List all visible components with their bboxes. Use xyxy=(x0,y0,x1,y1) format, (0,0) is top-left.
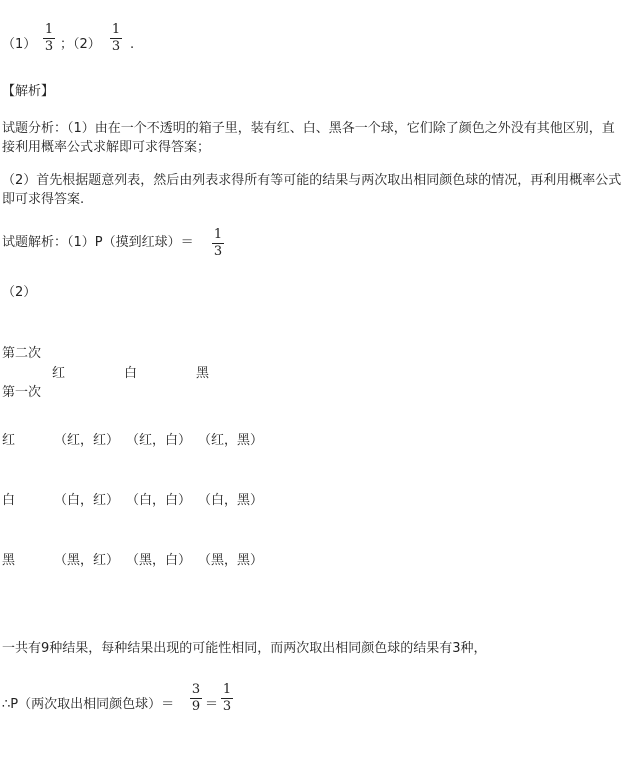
table-row-label: 白 xyxy=(2,493,16,508)
analysis-paragraph-1: 试题分析：（1）由在一个不透明的箱子里，装有红、白、黑各一个球，它们除了颜色之外没有其他区别，直接利用概率公式求解即可求得答案； xyxy=(2,121,615,155)
table-header-second-draw: 第二次 xyxy=(2,346,42,361)
table-row-label: 红 xyxy=(2,433,16,448)
table-cell: （红，红） xyxy=(54,433,120,448)
answer-separator: ；（2） xyxy=(60,37,101,52)
conclusion-fraction-1 xyxy=(189,683,203,714)
fraction-numerator: 1 xyxy=(44,22,54,37)
conclusion-fraction-2 xyxy=(220,683,234,714)
analysis-paragraph-2: （2）首先根据题意列表，然后由列表求得所有等可能的结果与两次取出相同颜色球的情况，再利用概率公式即可求得答案. xyxy=(2,173,622,207)
table-cell: （白，白） xyxy=(126,493,192,508)
fraction-numerator: 1 xyxy=(213,227,223,242)
conclusion-equals: ＝ xyxy=(205,697,219,712)
answer-part1-fraction xyxy=(42,23,56,54)
fraction-numerator: 1 xyxy=(222,682,232,697)
answer-end-dot: . xyxy=(130,37,135,52)
table-column-header: 黑 xyxy=(196,366,210,381)
fraction-denominator: 3 xyxy=(44,39,54,54)
table-cell: （白，黑） xyxy=(198,493,264,508)
table-cell: （红，白） xyxy=(126,433,192,448)
table-column-header: 白 xyxy=(124,366,138,381)
table-cell: （黑，白） xyxy=(126,553,192,568)
table-header-first-draw: 第一次 xyxy=(2,385,42,400)
table-cell: （黑，红） xyxy=(54,553,120,568)
solution-line-1-text: 试题解析：（1）P（摸到红球）＝ xyxy=(2,235,194,250)
conclusion-summary: 一共有9种结果，每种结果出现的可能性相同，而两次取出相同颜色球的结果有3种， xyxy=(2,641,487,656)
solution-line-1-fraction xyxy=(211,228,225,259)
fraction-denominator: 9 xyxy=(191,699,201,714)
fraction-denominator: 3 xyxy=(222,699,232,714)
table-cell: （黑，黑） xyxy=(198,553,264,568)
table-row-label: 黑 xyxy=(2,553,16,568)
fraction-numerator: 3 xyxy=(191,682,201,697)
fraction-denominator: 3 xyxy=(213,244,223,259)
answer-part2-fraction xyxy=(109,23,123,54)
conclusion-final-text: ∴P（两次取出相同颜色球）＝ xyxy=(2,697,175,712)
fraction-numerator: 1 xyxy=(111,22,121,37)
solution-part2-label: （2） xyxy=(2,285,37,300)
table-column-header: 红 xyxy=(52,366,66,381)
table-cell: （红，黑） xyxy=(198,433,264,448)
fraction-denominator: 3 xyxy=(111,39,121,54)
analysis-heading: 【解析】 xyxy=(2,84,55,99)
table-cell: （白，红） xyxy=(54,493,120,508)
answer-part1-label: （1） xyxy=(2,37,37,52)
